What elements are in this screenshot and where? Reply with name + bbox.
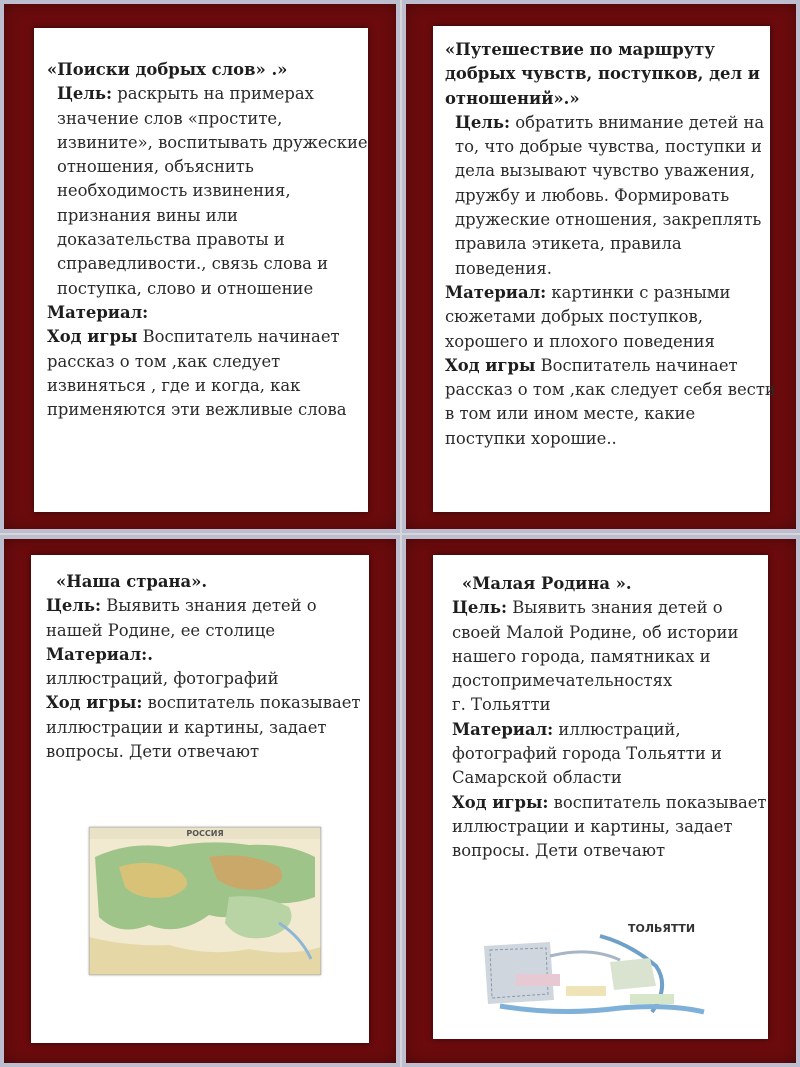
card-1-goal-label: Цель: [57, 84, 112, 104]
card-2-material-label: Материал: [445, 282, 547, 302]
card-2-text [445, 38, 777, 451]
card-1-text [47, 58, 377, 422]
card-3-title: «Наша страна». [56, 572, 208, 591]
togliatti-map-caption: ТОЛЬЯТТИ [628, 922, 696, 935]
russia-map-svg [89, 827, 321, 975]
card-2-process-label: Ход игры [445, 355, 536, 375]
card-2-title: «Путешествие по маршруту добрых чувств, поступков, дел и отношений».» [445, 40, 760, 108]
card-4-material-label: Материал: [452, 719, 554, 739]
card-3-text [46, 570, 368, 764]
russia-map-caption: РОССИЯ [186, 829, 224, 838]
togliatti-map-image [480, 916, 708, 1024]
card-2-goal: обратить внимание детей на то, что добрые чувства, поступки и дела вызывают чувство уважения, дружбу и любовь. Формировать дружеские отношения, закреплять правила этикета, правила поведения. [455, 112, 765, 278]
card-4-goal-label: Цель: [452, 598, 507, 618]
card-3-goal: Выявить знания детей о нашей Родине, ее столице [46, 596, 317, 640]
togliatti-map-svg [480, 916, 708, 1024]
card-2-process: Воспитатель начинает рассказ о том ,как следует себя вести в том или ином месте, какие поступки хорошие.. [445, 355, 776, 448]
card-2-goal-label: Цель: [455, 112, 510, 132]
card-1-goal: раскрыть на примерах значение слов «простите, извините», воспитывать дружеские отношения, объяснить необходимость извинения, признания вины или доказательства правоты и справедливости., связь слова и поступка, слово и отношение [57, 84, 368, 298]
card-3-material-label: Материал:. [46, 644, 153, 664]
card-1-process-label: Ход игры [47, 327, 138, 347]
card-3-material: иллюстраций, фотографий [46, 669, 279, 689]
card-2-material: картинки с разными сюжетами добрых поступков, хорошего и плохого поведения [445, 282, 731, 351]
card-1-process: Воспитатель начинает рассказ о том ,как следует извиняться , где и когда, как применяются эти вежливые слова [47, 327, 347, 420]
card-4-process: воспитатель показывает иллюстрации и картины, задает вопросы. Дети отвечают [452, 792, 767, 861]
russia-map-image [89, 827, 321, 975]
card-3-goal-label: Цель: [46, 596, 101, 616]
card-1-material-label: Материал: [47, 302, 149, 322]
card-4-goal-city: г. Тольятти [452, 695, 551, 715]
card-4-title: «Малая Родина ». [462, 574, 632, 593]
card-1-title: «Поиски добрых слов» .» [47, 60, 288, 79]
card-4-goal: Выявить знания детей о своей Малой Родине, об истории нашего города, памятниках и достопримечательностях [452, 598, 739, 691]
card-3-process: воспитатель показывает иллюстрации и картины, задает вопросы. Дети отвечают [46, 693, 361, 762]
card-3-process-label: Ход игры: [46, 693, 143, 713]
card-4-material: иллюстраций, фотографий города Тольятти и Самарской области [452, 719, 722, 788]
card-4-text [452, 572, 774, 864]
card-4-process-label: Ход игры: [452, 792, 549, 812]
